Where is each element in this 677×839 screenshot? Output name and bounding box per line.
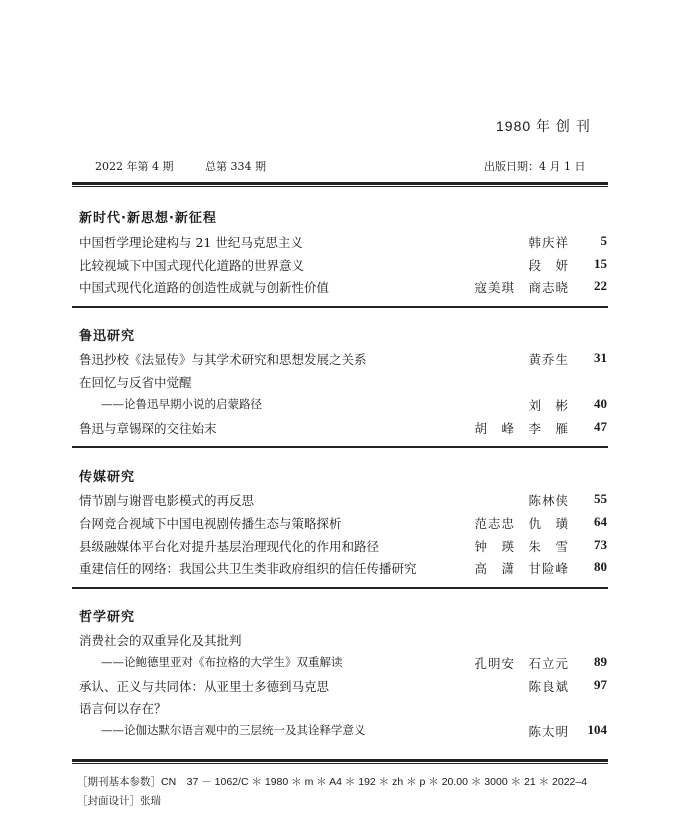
entry-authors: 范志忠 仇 璜 xyxy=(474,516,569,531)
toc-entry-subtitle[interactable] xyxy=(79,722,607,742)
toc-entry[interactable] xyxy=(79,256,607,276)
toc-entry[interactable] xyxy=(79,350,607,370)
entry-authors: 胡 峰 李 雁 xyxy=(474,421,569,436)
toc-entry[interactable] xyxy=(79,514,607,534)
cover-designer: ［封面设计］张瑞 xyxy=(77,795,161,807)
entry-authors: 寇美琪 商志晓 xyxy=(474,280,569,295)
entry-page: 22 xyxy=(594,278,607,293)
issue-info xyxy=(95,158,294,174)
entry-subtitle: ——论鲍德里亚对《布拉格的大学生》双重解读 xyxy=(101,655,343,669)
entry-authors: 段 妍 xyxy=(528,258,569,273)
entry-page: 97 xyxy=(594,677,607,692)
entry-authors: 黄乔生 xyxy=(528,352,569,367)
toc-entry[interactable] xyxy=(79,419,607,439)
toc-entry[interactable] xyxy=(79,373,607,393)
entry-subtitle: ——论伽达默尔语言观中的三层统一及其诠释学意义 xyxy=(101,723,366,737)
entry-title: 县级融媒体平台化对提升基层治理现代化的作用和路径 xyxy=(79,539,380,554)
toc-entry[interactable] xyxy=(79,631,607,651)
entry-title: 中国哲学理论建构与 21 世纪马克思主义 xyxy=(79,235,303,250)
issue-number: 2022 年第 4 期 xyxy=(95,160,174,173)
publish-date: 出版日期：4 月 1 日 xyxy=(484,160,586,173)
entry-authors: 陈良斌 xyxy=(528,679,569,694)
toc-entry-subtitle[interactable] xyxy=(79,396,607,416)
toc-entry[interactable] xyxy=(79,559,607,579)
toc-entry[interactable] xyxy=(79,233,607,253)
entry-page: 104 xyxy=(587,722,607,737)
entry-authors: 韩庆祥 xyxy=(528,235,569,250)
entry-title: 中国式现代化道路的创造性成就与创新性价值 xyxy=(79,280,330,295)
total-issue-number: 总第 334 期 xyxy=(204,160,266,173)
entry-subtitle: ——论鲁迅早期小说的启蒙路径 xyxy=(101,397,262,411)
entry-title: 比较视域下中国式现代化道路的世界意义 xyxy=(79,258,305,273)
entry-page: 89 xyxy=(594,654,607,669)
entry-title: 语言何以存在？ xyxy=(79,701,167,716)
entry-authors: 钟 瑛 朱 雪 xyxy=(474,539,569,554)
entry-page: 5 xyxy=(600,233,607,248)
founded-year: 1980 年 创 刊 xyxy=(496,118,591,134)
section-divider xyxy=(72,446,608,448)
entry-page: 47 xyxy=(594,419,607,434)
entry-page: 80 xyxy=(594,559,607,574)
entry-page: 64 xyxy=(594,514,607,529)
entry-title: 消费社会的双重异化及其批判 xyxy=(79,633,242,648)
toc-entry[interactable] xyxy=(79,278,607,298)
toc-entry[interactable] xyxy=(79,699,607,719)
toc-entry[interactable] xyxy=(79,491,607,511)
section-title-new-era: 新时代·新思想·新征程 xyxy=(79,211,217,226)
entry-title: 情节剧与谢晋电影模式的再反思 xyxy=(79,493,255,508)
section-title-media: 传媒研究 xyxy=(79,470,136,485)
entry-page: 31 xyxy=(594,350,607,365)
entry-title: 重建信任的网络：我国公共卫生类非政府组织的信任传播研究 xyxy=(79,561,417,576)
entry-title: 在回忆与反省中觉醒 xyxy=(79,375,192,390)
entry-page: 40 xyxy=(594,396,607,411)
entry-page: 73 xyxy=(594,537,607,552)
section-divider xyxy=(72,306,608,308)
entry-page: 55 xyxy=(594,491,607,506)
toc-entry[interactable] xyxy=(79,677,607,697)
section-title-lu-xun: 鲁迅研究 xyxy=(79,329,136,344)
entry-title: 鲁迅抄校《法显传》与其学术研究和思想发展之关系 xyxy=(79,352,367,367)
entry-title: 台网竞合视域下中国电视剧传播生态与策略探析 xyxy=(79,516,342,531)
entry-authors: 高 潇 甘险峰 xyxy=(474,561,569,576)
entry-title: 鲁迅与章锡琛的交往始末 xyxy=(79,421,217,436)
entry-authors: 孔明安 石立元 xyxy=(474,656,569,671)
section-title-philosophy: 哲学研究 xyxy=(79,610,136,625)
toc-entry-subtitle[interactable] xyxy=(79,654,607,674)
entry-authors: 陈太明 xyxy=(528,724,569,739)
footer-divider xyxy=(72,759,608,762)
header-divider xyxy=(72,182,608,185)
entry-authors: 刘 彬 xyxy=(528,398,569,413)
section-divider xyxy=(72,587,608,589)
toc-entry[interactable] xyxy=(79,537,607,557)
entry-page: 15 xyxy=(594,256,607,271)
journal-parameters: ［期刊基本参数］CN 37 － 1062/C ＊ 1980 ＊ m ＊ A4 ＊ 192 ＊ zh ＊ p ＊ 20.00 ＊ 3000 ＊ 21 ＊ 2022–4 xyxy=(77,776,588,788)
entry-authors: 陈林侠 xyxy=(528,493,569,508)
entry-title: 承认、正义与共同体：从亚里士多德到马克思 xyxy=(79,679,330,694)
